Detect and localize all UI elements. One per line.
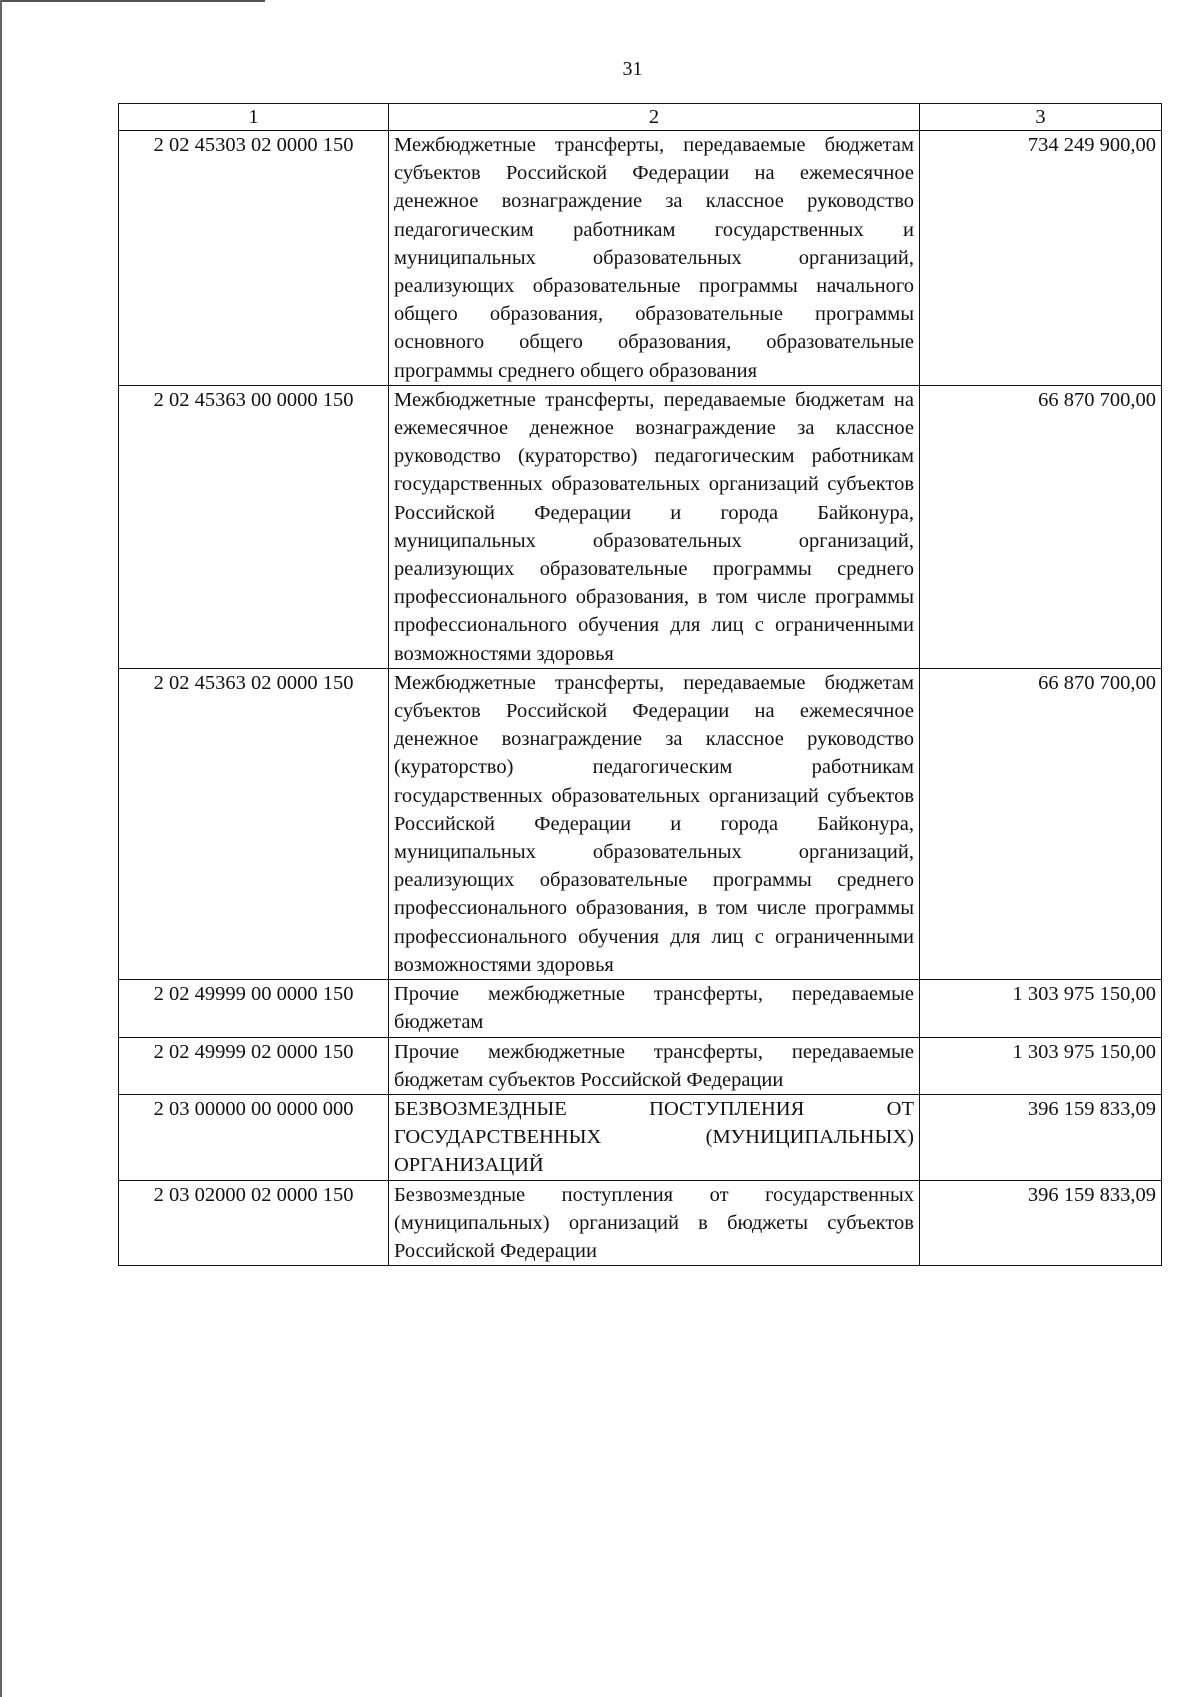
revenue-description: Прочие межбюджетные трансферты, передаваемые бюджетам <box>389 980 920 1037</box>
table-row <box>119 1180 1162 1266</box>
revenue-description: Прочие межбюджетные трансферты, передаваемые бюджетам субъектов Российской Федерации <box>389 1037 920 1094</box>
budget-code: 2 03 02000 02 0000 150 <box>119 1180 389 1266</box>
amount: 734 249 900,00 <box>920 131 1162 386</box>
table-row <box>119 1037 1162 1094</box>
table-header-row <box>119 104 1162 131</box>
amount: 66 870 700,00 <box>920 385 1162 668</box>
amount: 1 303 975 150,00 <box>920 1037 1162 1094</box>
table-row <box>119 1094 1162 1180</box>
page-number: 31 <box>622 58 643 80</box>
column-header-3: 3 <box>920 104 1162 131</box>
column-header-2: 2 <box>389 104 920 131</box>
scan-edge-top <box>0 0 265 2</box>
revenue-description: Безвозмездные поступления от государственных (муниципальных) организаций в бюджеты субъектов Российской Федерации <box>389 1180 920 1266</box>
amount: 396 159 833,09 <box>920 1180 1162 1266</box>
revenue-description: Межбюджетные трансферты, передаваемые бюджетам на ежемесячное денежное вознаграждение за классное руководство (кураторство) педагогическим работникам государственных образовательных организаций субъектов Российской Федерации и города Байконура, муниципальных образовательных организаций, реализующих образовательные программы среднего профессионального образования, в том числе программы профессионального обучения для лиц с ограниченными возможностями здоровья <box>389 385 920 668</box>
budget-code: 2 02 45303 02 0000 150 <box>119 131 389 386</box>
revenue-description: Межбюджетные трансферты, передаваемые бюджетам субъектов Российской Федерации на ежемесячное денежное вознаграждение за классное руководство (кураторство) педагогическим работникам государственных образовательных организаций субъектов Российской Федерации и города Байконура, муниципальных образовательных организаций, реализующих образовательные программы среднего профессионального образования, в том числе программы профессионального обучения для лиц с ограниченными возможностями здоровья <box>389 668 920 979</box>
budget-revenue-table <box>118 103 1162 1266</box>
budget-code: 2 02 49999 00 0000 150 <box>119 980 389 1037</box>
budget-code: 2 03 00000 00 0000 000 <box>119 1094 389 1180</box>
table-row <box>119 980 1162 1037</box>
revenue-description: Межбюджетные трансферты, передаваемые бюджетам субъектов Российской Федерации на ежемесячное денежное вознаграждение за классное руководство педагогическим работникам государственных и муниципальных образовательных организаций, реализующих образовательные программы начального общего образования, образовательные программы основного общего образования, образовательные программы среднего общего образования <box>389 131 920 386</box>
budget-code: 2 02 49999 02 0000 150 <box>119 1037 389 1094</box>
scan-edge-left <box>0 0 2 1697</box>
revenue-description: БЕЗВОЗМЕЗДНЫЕ ПОСТУПЛЕНИЯ ОТ ГОСУДАРСТВЕННЫХ (МУНИЦИПАЛЬНЫХ) ОРГАНИЗАЦИЙ <box>389 1094 920 1180</box>
budget-code: 2 02 45363 00 0000 150 <box>119 385 389 668</box>
budget-code: 2 02 45363 02 0000 150 <box>119 668 389 979</box>
amount: 396 159 833,09 <box>920 1094 1162 1180</box>
amount: 1 303 975 150,00 <box>920 980 1162 1037</box>
column-header-1: 1 <box>119 104 389 131</box>
amount: 66 870 700,00 <box>920 668 1162 979</box>
table-row <box>119 131 1162 386</box>
table-row <box>119 385 1162 668</box>
table-row <box>119 668 1162 979</box>
